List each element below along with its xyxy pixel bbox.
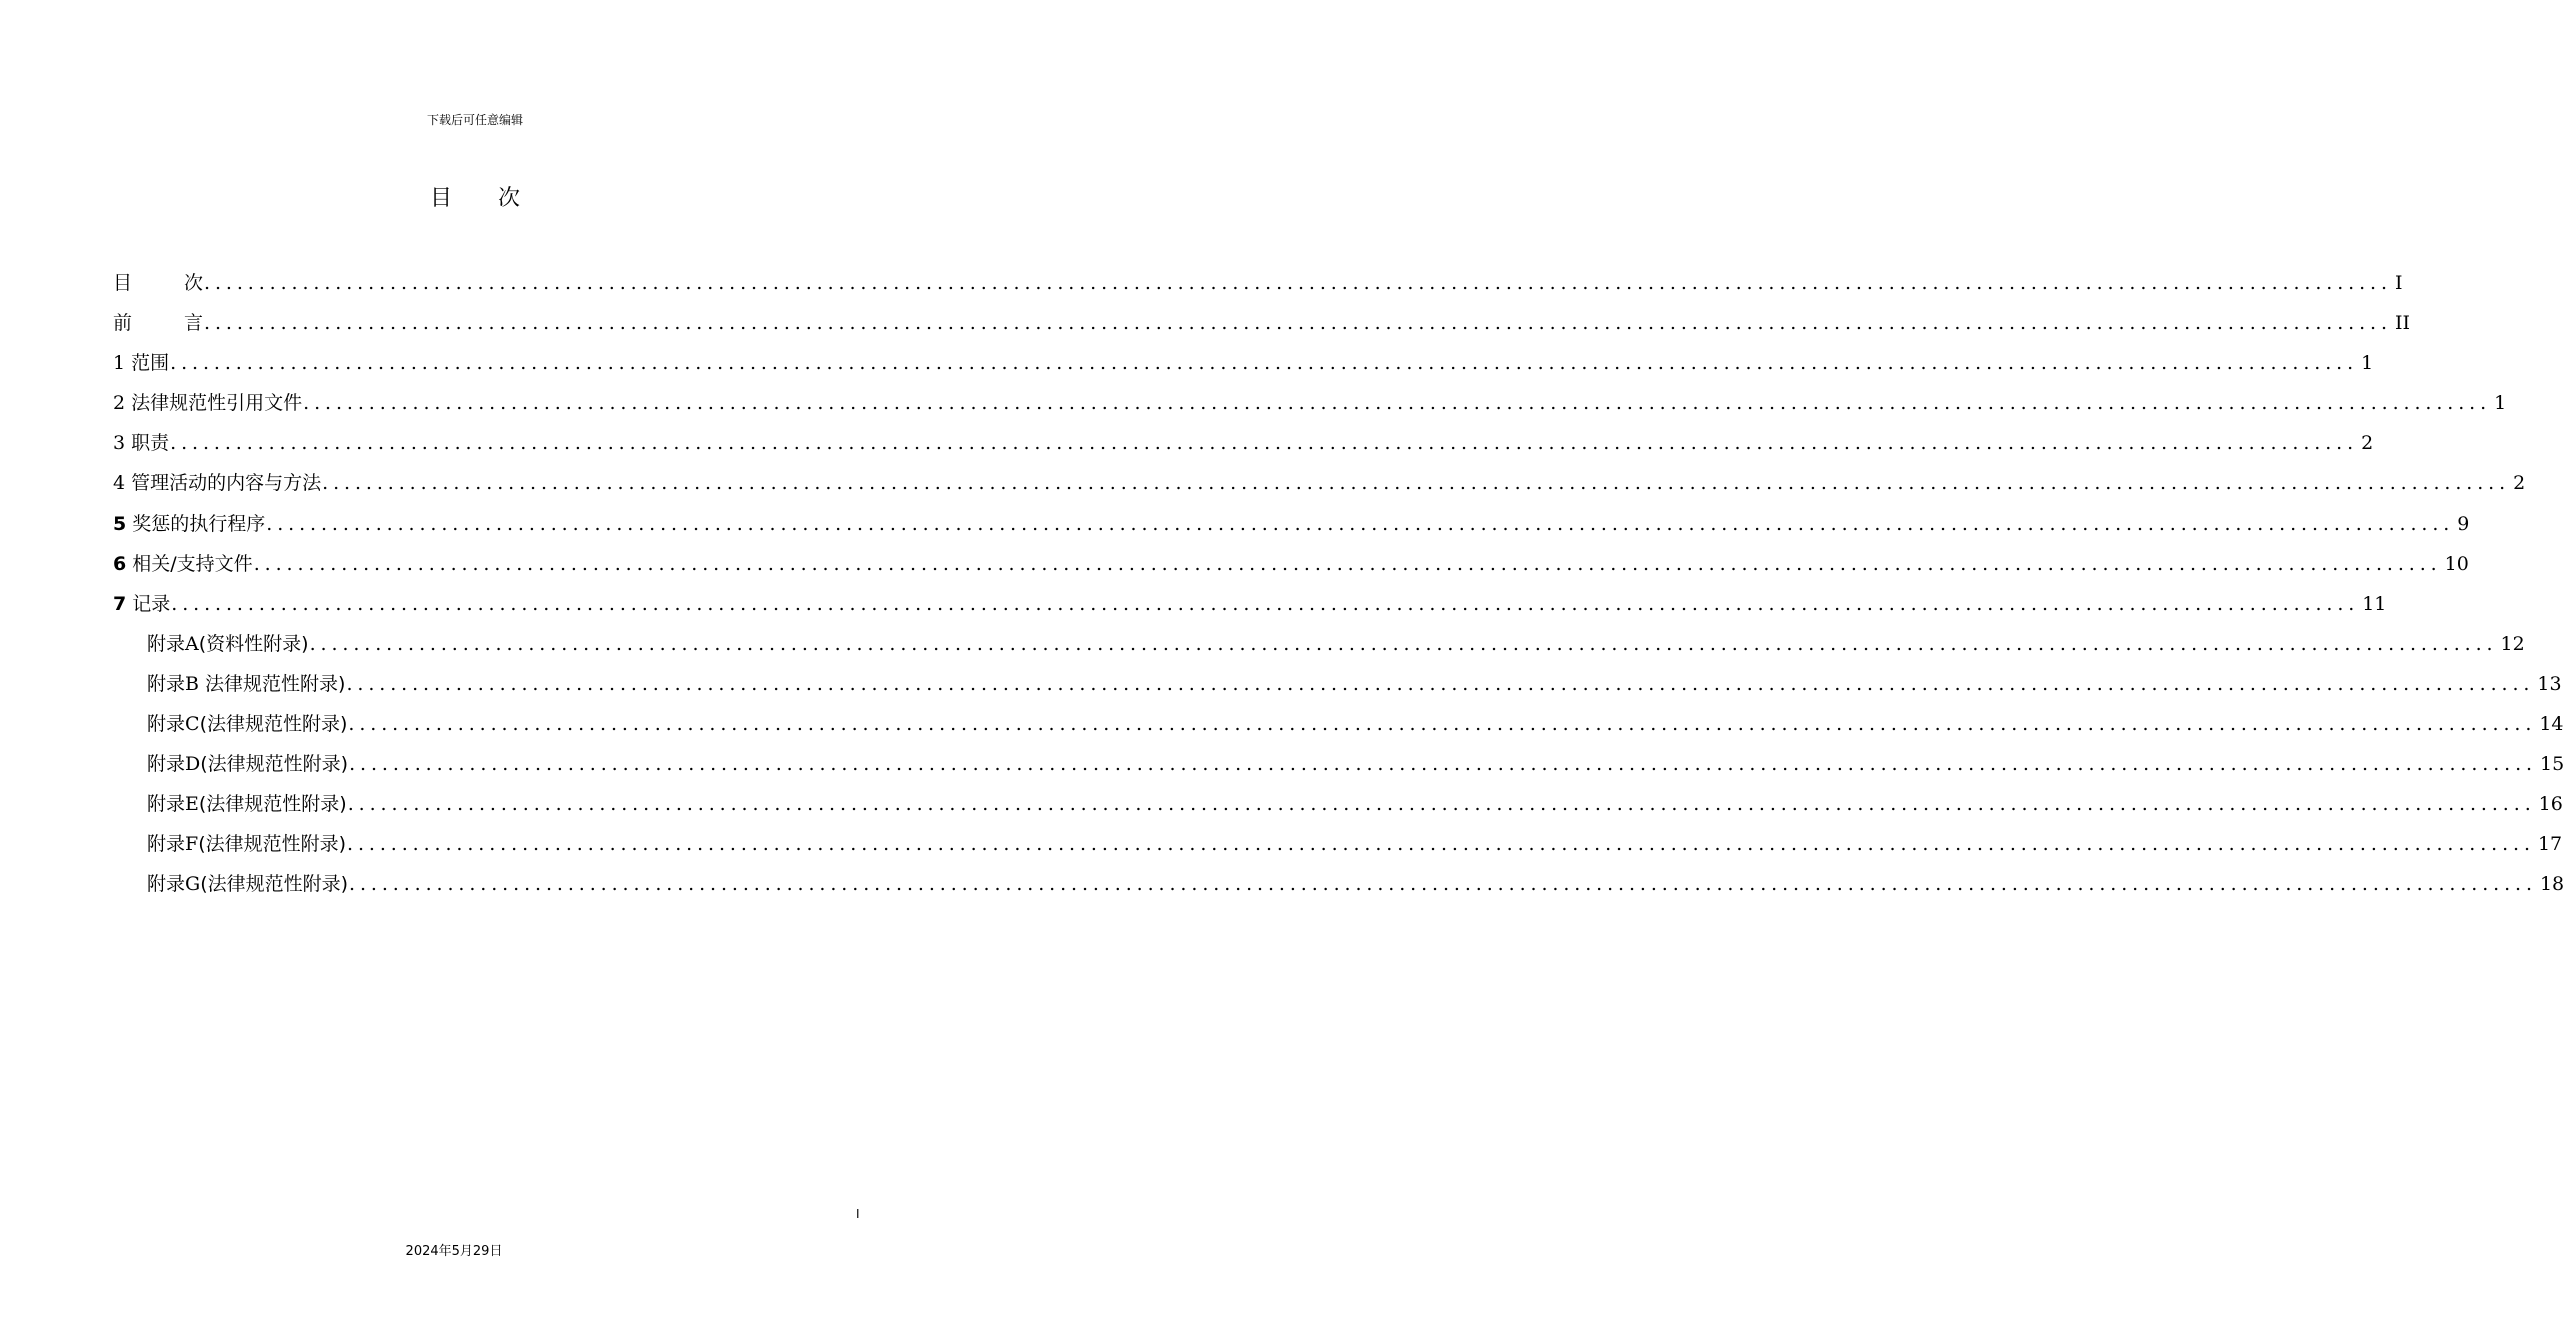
toc-page-number: 14 — [2539, 713, 2564, 736]
toc-appendix-letter: D — [185, 753, 201, 776]
toc-appendix-title: (法律规范性附录) — [200, 873, 349, 896]
toc-entry-label — [113, 383, 302, 423]
toc-entry-section-4[interactable] — [113, 463, 2526, 503]
toc-appendix-title: 法律规范性附录) — [205, 672, 346, 695]
toc-page-number: 15 — [2540, 753, 2564, 776]
toc-page-number: 11 — [2362, 592, 2387, 615]
toc-section-title: 法律规范性引用文件 — [131, 392, 303, 415]
toc-entry-section-1[interactable] — [113, 343, 2374, 383]
toc-entry-label — [113, 263, 203, 303]
toc-entry-section-5[interactable] — [113, 504, 2470, 544]
toc-section-number: 6 — [113, 552, 127, 575]
toc-leader-dots: ........................................................................................................................................................................................................ — [266, 512, 2455, 535]
toc-section-number: 2 — [113, 392, 126, 415]
toc-heading-part2: 次 — [498, 186, 521, 211]
toc-page-number: 2 — [2513, 472, 2526, 495]
page-header: 下载后可任意编辑 — [426, 113, 523, 127]
toc-page-number: II — [2394, 312, 2410, 335]
toc-entry-label — [147, 624, 309, 664]
toc-label-part: 目 — [113, 272, 133, 294]
toc-page-number: 10 — [2444, 552, 2469, 575]
toc-label-part: 次 — [184, 272, 204, 294]
toc-entry-appendix-f[interactable] — [113, 824, 2563, 864]
toc-appendix-title: (法律规范性附录) — [199, 713, 348, 736]
toc-page-number: I — [2394, 272, 2403, 294]
toc-section-title: 奖惩的执行程序 — [132, 512, 266, 535]
toc-appendix-prefix: 附录 — [147, 753, 186, 776]
toc-page-number: 16 — [2538, 793, 2563, 816]
toc-entry-appendix-e[interactable] — [113, 784, 2563, 824]
toc-section-title: 管理活动的内容与方法 — [131, 472, 322, 495]
toc-section-number: 7 — [113, 592, 127, 615]
toc-entry-section-3[interactable] — [113, 423, 2374, 463]
toc-leader-dots: ........................................................................................................................................................................................................ — [347, 793, 2536, 816]
toc-leader-dots: ........................................................................................................................................................................................................ — [347, 833, 2535, 856]
toc-entry-label — [113, 544, 253, 584]
toc-entry-section-2[interactable] — [113, 383, 2507, 423]
toc-appendix-prefix: 附录 — [147, 793, 186, 816]
toc-section-title: 职责 — [131, 432, 170, 455]
toc-heading-part1: 目 — [429, 186, 452, 211]
toc-section-number: 5 — [113, 512, 127, 535]
toc-leader-dots: ........................................................................................................................................................................................................ — [348, 713, 2537, 736]
toc-appendix-letter: C — [185, 713, 200, 736]
toc-entry-section-7[interactable] — [113, 584, 2387, 624]
toc-entry-foreword[interactable] — [113, 303, 2410, 343]
toc-appendix-prefix: 附录 — [147, 713, 186, 736]
toc-page-number: 17 — [2537, 833, 2563, 856]
toc-label-part: 前 — [113, 312, 133, 335]
toc-section-number: 3 — [113, 432, 126, 455]
toc-entry-appendix-c[interactable] — [113, 704, 2564, 744]
toc-entry-appendix-d[interactable] — [113, 744, 2564, 784]
toc-appendix-title: (法律规范性附录) — [198, 793, 347, 816]
toc-entry-label — [113, 463, 321, 503]
toc-appendix-letter: E — [185, 793, 199, 816]
toc-page-number: 1 — [2494, 392, 2507, 415]
toc-section-title: 相关/支持文件 — [132, 552, 253, 575]
toc-leader-dots: ........................................................................................................................................................................................................ — [303, 392, 2492, 415]
toc-leader-dots: ........................................................................................................................................................................................................ — [204, 312, 2392, 335]
toc-entry-label — [113, 504, 265, 544]
toc-appendix-title: (资料性附录) — [198, 632, 309, 655]
toc-appendix-prefix: 附录 — [147, 672, 186, 695]
toc-appendix-letter: G — [185, 873, 201, 896]
toc-section-title: 范围 — [131, 352, 170, 375]
toc-entry-appendix-a[interactable] — [113, 624, 2525, 664]
toc-leader-dots: ........................................................................................................................................................................................................ — [349, 873, 2537, 896]
toc-page-number: 12 — [2500, 632, 2525, 655]
toc-label-part: 言 — [184, 312, 204, 335]
toc-appendix-title: (法律规范性附录) — [200, 753, 349, 776]
toc-leader-dots: ........................................................................................................................................................................................................ — [322, 472, 2511, 495]
page-footer-date: 2024年5月29日 — [405, 1244, 503, 1259]
toc-entry-label — [113, 343, 169, 383]
toc-entry-section-6[interactable] — [113, 544, 2469, 584]
toc-entry-label — [147, 664, 345, 704]
toc-entry-label — [113, 303, 203, 343]
toc-appendix-letter: B — [185, 672, 206, 695]
toc-appendix-prefix: 附录 — [147, 873, 186, 896]
toc-appendix-letter: A — [185, 632, 199, 655]
toc-entry-label — [147, 864, 348, 904]
toc-appendix-letter: F — [185, 833, 199, 856]
toc-entry-label — [147, 704, 347, 744]
toc-page-number: 13 — [2537, 672, 2562, 695]
toc-entry-appendix-b[interactable] — [113, 664, 2562, 704]
toc-page-number: 2 — [2361, 432, 2374, 455]
toc-page-number: 1 — [2361, 352, 2374, 375]
toc-leader-dots: ........................................................................................................................................................................................................ — [170, 352, 2359, 375]
toc-page-number: 18 — [2539, 873, 2564, 896]
toc-entry-label — [147, 824, 346, 864]
toc-entry-appendix-g[interactable] — [113, 864, 2564, 904]
toc-appendix-title: (法律规范性附录) — [198, 833, 347, 856]
toc-entry-label — [113, 584, 170, 624]
toc-leader-dots: ........................................................................................................................................................................................................ — [346, 672, 2535, 695]
toc-leader-dots: ........................................................................................................................................................................................................ — [171, 592, 2360, 615]
toc-entry-contents[interactable] — [113, 263, 2403, 303]
toc-section-title: 记录 — [132, 592, 171, 615]
toc-appendix-prefix: 附录 — [147, 833, 186, 856]
toc-page-number: 9 — [2457, 512, 2470, 535]
toc-leader-dots: ........................................................................................................................................................................................................ — [349, 753, 2537, 776]
toc-section-number: 1 — [113, 352, 126, 375]
toc-leader-dots: ........................................................................................................................................................................................................ — [309, 632, 2498, 655]
toc-heading — [0, 181, 950, 212]
toc-entry-label — [147, 744, 348, 784]
table-of-contents — [113, 263, 2564, 905]
page-number: I — [856, 1207, 860, 1221]
toc-leader-dots: ........................................................................................................................................................................................................ — [170, 432, 2359, 455]
toc-entry-label — [147, 784, 347, 824]
toc-leader-dots: ........................................................................................................................................................................................................ — [253, 552, 2442, 575]
toc-leader-dots: ........................................................................................................................................................................................................ — [204, 272, 2392, 294]
toc-entry-label — [113, 423, 169, 463]
toc-appendix-prefix: 附录 — [147, 632, 186, 655]
toc-section-number: 4 — [113, 472, 126, 495]
